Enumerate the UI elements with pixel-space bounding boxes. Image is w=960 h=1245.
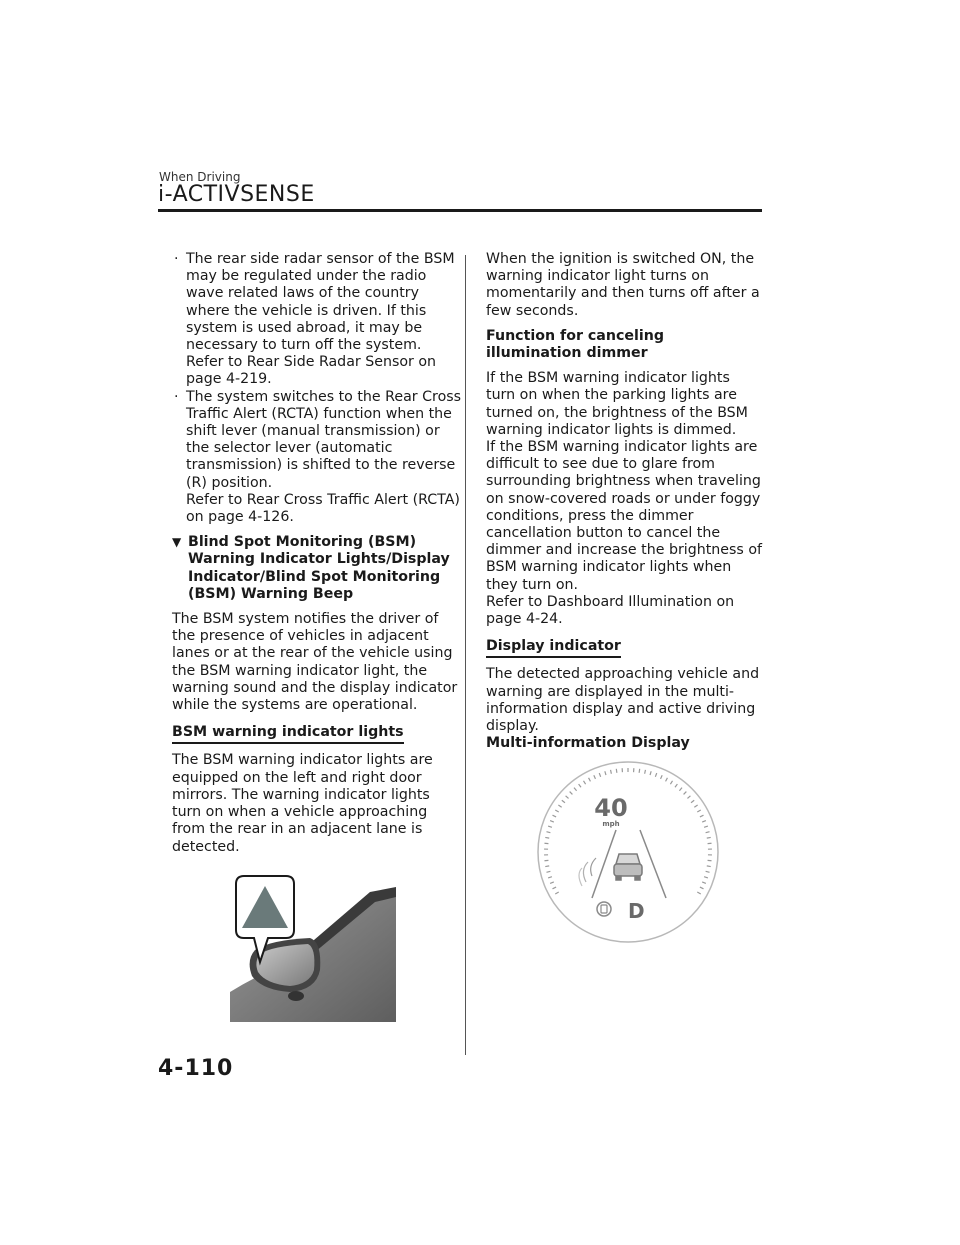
gauge-tick (707, 866, 711, 867)
speed-readout: 40 (594, 794, 628, 822)
bullet-reference: Refer to Rear Cross Traffic Alert (RCTA) on page 4-126. (186, 491, 460, 526)
ignition-paragraph: When the ignition is switched ON, the warning indicator light turns on momentarily and then turns off after a few seconds. (486, 251, 760, 319)
multi-info-heading: Multi-information Display (486, 735, 690, 752)
bullet-item: · The system switches to the Rear Cross Traffic Alert (RCTA) function when the shift lever (manual transmission) or the selector lever (automatic transmission) is shifted to the reverse (R) position. (172, 389, 462, 492)
section-heading-text: Blind Spot Monitoring (BSM) Warning Indicator Lights/Display Indicator/Blind Spot Monitoring (BSM) Warning Beep (188, 534, 450, 602)
page-number: 4-110 (158, 1056, 234, 1081)
dimmer-reference: Refer to Dashboard Illumination on page 4-24. (486, 593, 735, 628)
dimmer-paragraph-b: If the BSM warning indicator lights are difficult to see due to glare from surrounding brightness when traveling on snow-covered roads or under foggy conditions, press the dimmer cancellation button to cancel the dimmer and increase the brightness of BSM warning indicator lights when they turn on. (486, 439, 762, 593)
speed-unit: mph (602, 820, 620, 828)
column-divider (465, 255, 466, 1055)
display-paragraph: The detected approaching vehicle and warning are displayed in the multi-information display and active driving display. (486, 666, 760, 735)
subheading-bsm-lights: BSM warning indicator lights (172, 724, 404, 744)
left-column (172, 251, 462, 864)
dimmer-heading: Function for canceling illumination dimmer (486, 327, 664, 362)
gauge-tick (639, 769, 640, 773)
header-section: When Driving (159, 170, 241, 184)
gauge-tick (611, 770, 612, 774)
gauge-tick (545, 866, 549, 867)
right-column (486, 251, 762, 752)
intro-paragraph: The BSM system notifies the driver of the presence of vehicles in adjacent lanes or at the rear of the vehicle using the BSM warning indicator light, the warning sound and the display indicator while the systems are operational. (172, 611, 458, 714)
gauge-tick (645, 770, 646, 774)
door-mirror-illustration (230, 872, 400, 1022)
triangle-down-icon: ▼ (172, 535, 182, 550)
subheading-display-indicator: Display indicator (486, 638, 621, 658)
car-icon (614, 854, 642, 880)
bullet-item: · The rear side radar sensor of the BSM may be regulated under the radio wave related laws of the country where the vehicle is driven. If this system is used abroad, it may be necessary to turn off the system. (172, 251, 462, 354)
section-heading (172, 534, 462, 603)
header-rule (158, 209, 762, 212)
multi-information-display (536, 760, 720, 944)
gear-indicator: D (628, 899, 645, 923)
gauge-tick (545, 837, 549, 838)
gauge-tick (616, 769, 617, 773)
page-title: i-ACTIVSENSE (158, 182, 315, 207)
bsm-lights-paragraph: The BSM warning indicator lights are equipped on the left and right door mirrors. The warning indicator lights turn on when a vehicle approaching from the rear in an adjacent lane is detected. (172, 752, 433, 855)
dimmer-paragraph-a: If the BSM warning indicator lights turn on when the parking lights are turned on, the brightness of the BSM warning indicator lights is dimmed. (486, 370, 748, 438)
bullet-reference: Refer to Rear Side Radar Sensor on page 4-219. (186, 354, 437, 388)
gauge-tick (707, 837, 711, 838)
